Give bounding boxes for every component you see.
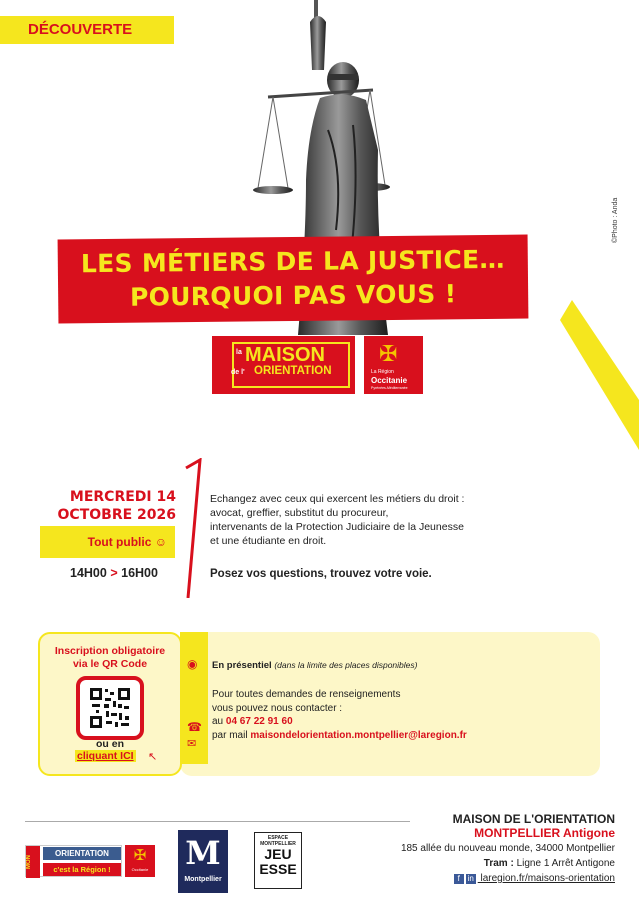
footer-divider xyxy=(25,821,410,822)
title-banner xyxy=(58,235,529,324)
montpellier-logo: M Montpellier xyxy=(178,830,228,893)
event-date: MERCREDI 14 OCTOBRE 2026 xyxy=(57,489,176,523)
or-text: ou en xyxy=(96,738,124,750)
phone-number[interactable]: 04 67 22 91 60 xyxy=(225,716,293,727)
email-link[interactable]: maisondelorientation.montpellier@laregion.fr xyxy=(250,729,467,741)
audience-badge: Tout public ☺ xyxy=(40,526,175,558)
qr-code-image xyxy=(88,686,132,730)
contact-info: Pour toutes demandes de renseignements vous pouvez nous contacter : au 04 67 22 91 60 par mail maisondelorientation.montpellier@laregion.fr xyxy=(212,689,467,741)
title-line-1: LES MÉTIERS DE LA JUSTICE… xyxy=(80,244,505,279)
click-here-link[interactable]: cliquant ICI xyxy=(77,750,134,762)
maison-orientation-logo: la MAISON de l' ORIENTATION xyxy=(212,336,355,394)
location-pin-icon: ◉ xyxy=(187,657,198,671)
category-tag: DÉCOUVERTE xyxy=(0,16,174,44)
cursor-click-icon: ↖ xyxy=(148,751,158,763)
event-description: Echangez avec ceux qui exercent les métiers du droit : avocat, greffier, substitut du procureur, intervenants de la Protection Judiciaire de la Jeunesse et une étudiante en droit. xyxy=(210,493,465,547)
people-icon: ☺ xyxy=(154,535,167,549)
footer-address: MAISON DE L'ORIENTATION MONTPELLIER Antigone 185 allée du nouveau monde, 34000 Montpellier Tram : Ligne 1 Arrêt Antigone f in laregion.fr/maisons-orientation xyxy=(400,812,615,884)
qr-code[interactable] xyxy=(76,676,144,740)
presentiel-note: En présentiel (dans la limite des places disponibles) xyxy=(212,660,418,671)
linkedin-icon[interactable]: in xyxy=(467,874,474,883)
title-line-2: POURQUOI PAS VOUS ! xyxy=(129,279,457,312)
region-occitanie-logo: ✠ La Région Occitanie Pyrénées-Méditerranée xyxy=(364,336,423,394)
yellow-chevron-decoration xyxy=(560,290,639,460)
occitan-cross-icon: ✠ xyxy=(379,341,398,366)
mon-orientation-logo: MON ORIENTATION c'est la Région ! xyxy=(25,845,122,877)
website-link[interactable]: laregion.fr/maisons-orientation xyxy=(480,873,615,884)
red-divider-line xyxy=(184,458,202,598)
event-hours: 14H00 > 16H00 xyxy=(70,566,158,580)
espace-jeunesse-logo: ESPACE MONTPELLIER JEU ESSE xyxy=(254,832,302,889)
phone-icon: ☎ xyxy=(187,720,202,734)
footer-occitanie-logo: ✠ Occitanie xyxy=(125,845,155,877)
inscription-title: Inscription obligatoire via le QR Code xyxy=(54,645,166,670)
facebook-icon[interactable]: f xyxy=(454,874,464,884)
event-tagline: Posez vos questions, trouvez votre voie. xyxy=(210,568,432,580)
mail-icon: ✉ xyxy=(187,738,197,750)
photo-credit: ©Photo : Anda xyxy=(612,197,619,243)
